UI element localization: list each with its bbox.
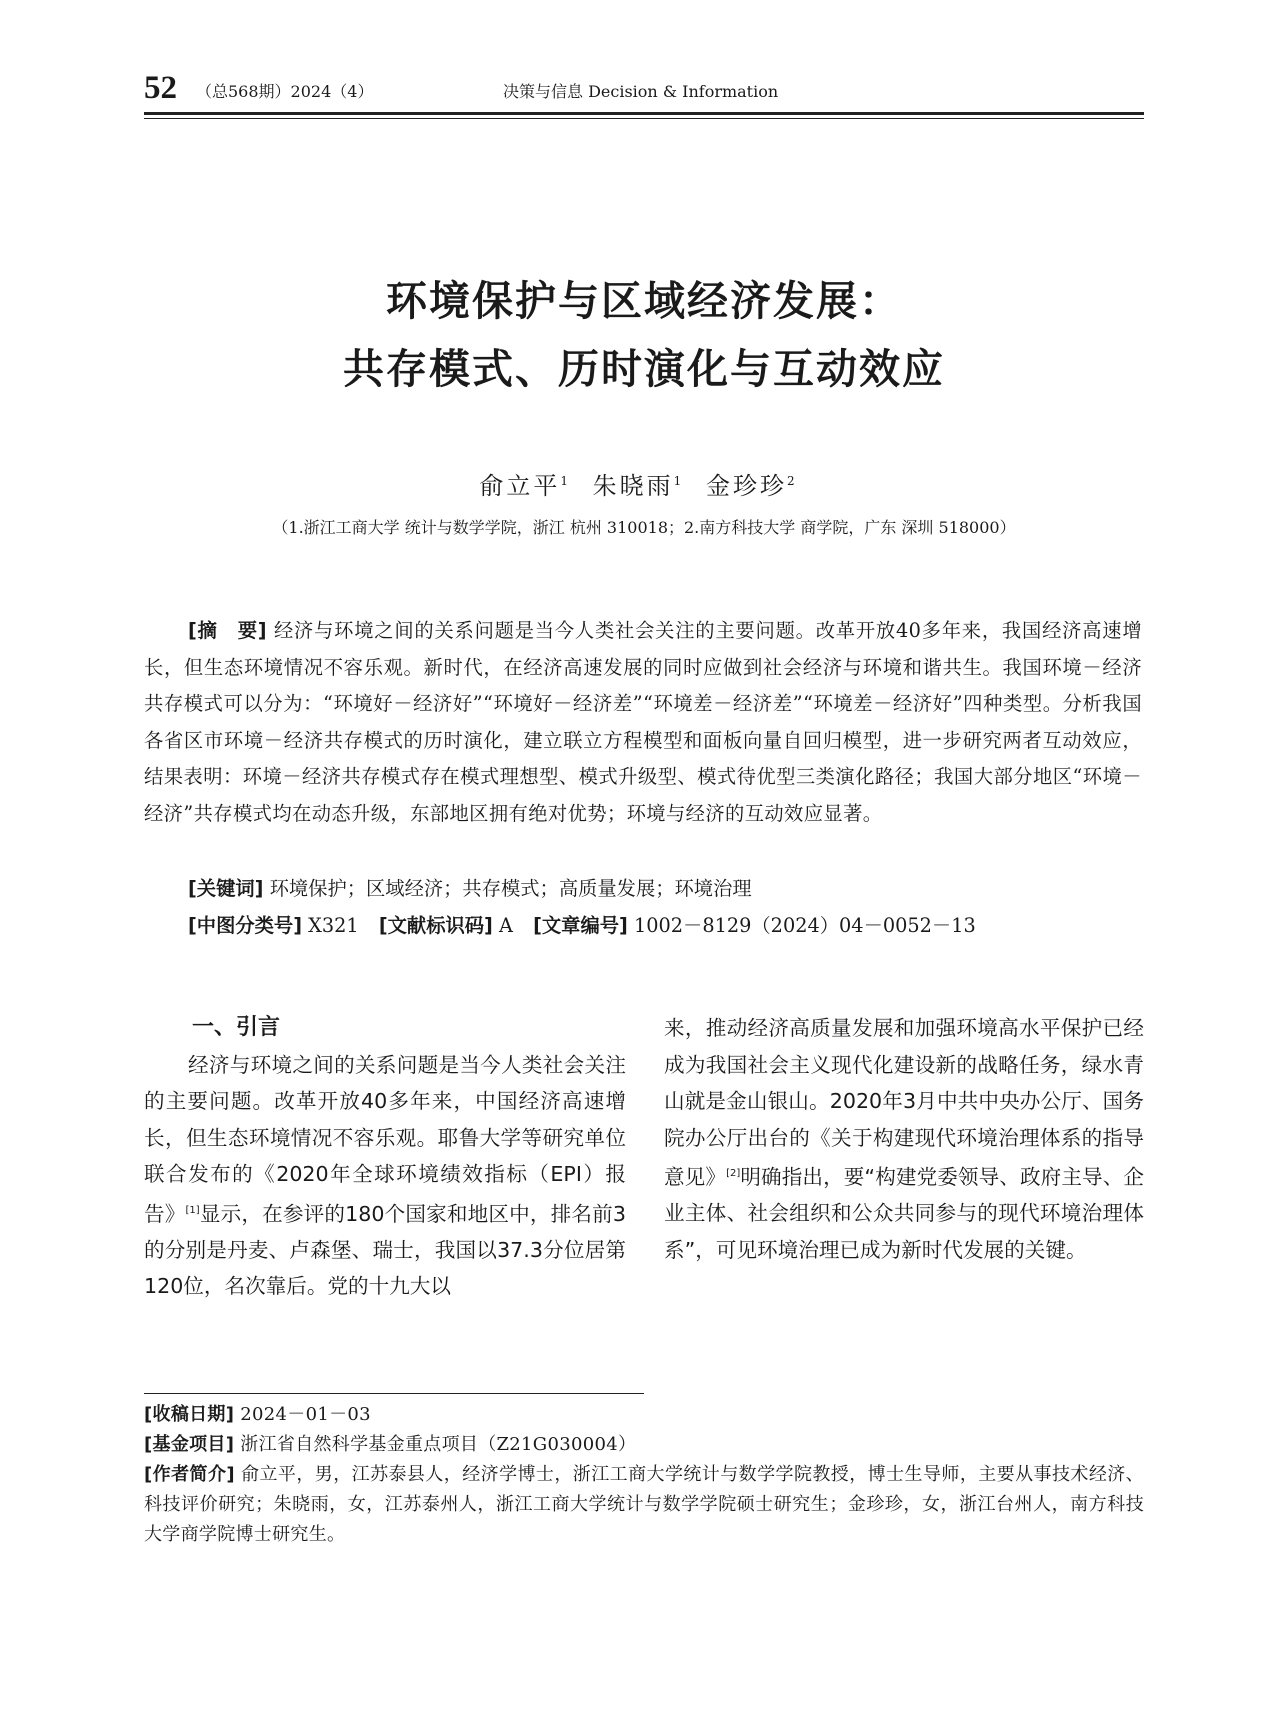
body-column-left: [144, 1010, 626, 1305]
abstract-text: 经济与环境之间的关系问题是当今人类社会关注的主要问题。改革开放40多年来，我国经济高速增长，但生态环境情况不容乐观。新时代，在经济高速发展的同时应做到社会经济与环境和谐共生。我国环境－经济共存模式可以分为：“环境好－经济好”“环境好－经济差”“环境差－经济差”“环境差－经济好”四种类型。分析我国各省区市环境－经济共存模式的历时演化，建立联立方程模型和面板向量自回归模型，进一步研究两者互动效应，结果表明：环境－经济共存模式存在模式理想型、模式升级型、模式待优型三类演化路径；我国大部分地区“环境－经济”共存模式均在动态升级，东部地区拥有绝对优势；环境与经济的互动效应显著。: [144, 619, 1143, 825]
classification-line: [188, 910, 1148, 938]
header-rule-thick: [144, 112, 1144, 115]
body-text: 来，推动经济高质量发展和加强环境高水平保护已经成为我国社会主义现代化建设新的战略任务，绿水青山就是金山银山。2020年3月中共中央办公厅、国务院办公厅出台的《关于构建现代环境治理体系的指导意见》: [664, 1016, 1144, 1189]
author-mark: 1: [673, 474, 682, 488]
footnote-rule: [144, 1393, 644, 1394]
journal-name: 决策与信息 Decision & Information: [503, 82, 779, 101]
article-number-label: [文章编号]: [533, 914, 628, 937]
author-info-label: [作者简介]: [144, 1464, 235, 1485]
body-column-right: [664, 1010, 1144, 1268]
footnote-received: [144, 1400, 1144, 1430]
fund-label: [基金项目]: [144, 1434, 235, 1455]
paper-title-line1: 环境保护与区域经济发展：: [386, 277, 902, 325]
author-list: [144, 466, 1144, 501]
keywords: [188, 873, 1148, 901]
author-name: 金珍珍: [705, 472, 787, 500]
section-heading: 一、引言: [192, 1015, 281, 1040]
body-text: 显示，在参评的180个国家和地区中，排名前3的分别是丹麦、卢森堡、瑞士，我国以37.3分位居第120位，名次靠后。党的十九大以: [144, 1201, 626, 1299]
author-name: 朱晓雨: [592, 472, 674, 500]
abstract: [144, 613, 1142, 832]
paper-title-line2: 共存模式、历时演化与互动效应: [343, 345, 945, 393]
footnote-author-info: [144, 1460, 1144, 1550]
issue-info: （总568期）2024（4）: [196, 82, 374, 101]
header-rule-thin: [144, 118, 1144, 119]
footnote-fund: [144, 1430, 1144, 1460]
clc-label: [中图分类号]: [188, 914, 303, 937]
author-mark: 1: [560, 474, 569, 488]
doc-code-label: [文献标识码]: [378, 914, 493, 937]
keywords-text: 环境保护；区域经济；共存模式；高质量发展；环境治理: [269, 877, 752, 900]
body-text: 明确指出，要“构建党委领导、政府主导、企业主体、社会组织和公众共同参与的现代环境治理体系”，可见环境治理已成为新时代发展的关键。: [664, 1164, 1145, 1262]
abstract-label: [摘 要]: [188, 619, 268, 642]
received-label: [收稿日期]: [144, 1404, 235, 1425]
body-paragraph: [664, 1010, 1144, 1268]
author-mark: 2: [786, 474, 795, 488]
affiliation: （1.浙江工商大学 统计与数学学院，浙江 杭州 310018；2.南方科技大学 商学院，广东 深圳 518000）: [272, 518, 1016, 537]
received-date: 2024－01－03: [240, 1404, 371, 1425]
clc-value: X321: [308, 914, 359, 937]
author-name: 俞立平: [479, 472, 561, 500]
body-paragraph: [144, 1047, 626, 1305]
running-header: [144, 62, 1144, 112]
fund-text: 浙江省自然科学基金重点项目（Z21G030004）: [240, 1434, 637, 1455]
citation-ref: [2]: [726, 1168, 741, 1179]
author-info-text: 俞立平，男，江苏泰县人，经济学博士，浙江工商大学统计与数学学院教授，博士生导师，主要从事技术经济、科技评价研究；朱晓雨，女，江苏泰州人，浙江工商大学统计与数学学院硕士研究生；金珍珍，女，浙江台州人，南方科技大学商学院博士研究生。: [144, 1464, 1144, 1545]
body-text: 经济与环境之间的关系问题是当今人类社会关注的主要问题。改革开放40多年来，中国经济高速增长，但生态环境情况不容乐观。耶鲁大学等研究单位联合发布的《2020年全球环境绩效指标（EPI）报告》: [144, 1052, 626, 1226]
citation-ref: [1]: [185, 1204, 200, 1216]
doc-code-value: A: [499, 914, 513, 937]
article-number-value: 1002－8129（2024）04－0052－13: [633, 914, 976, 937]
keywords-label: [关键词]: [188, 877, 264, 900]
page-number: 52: [144, 70, 177, 106]
